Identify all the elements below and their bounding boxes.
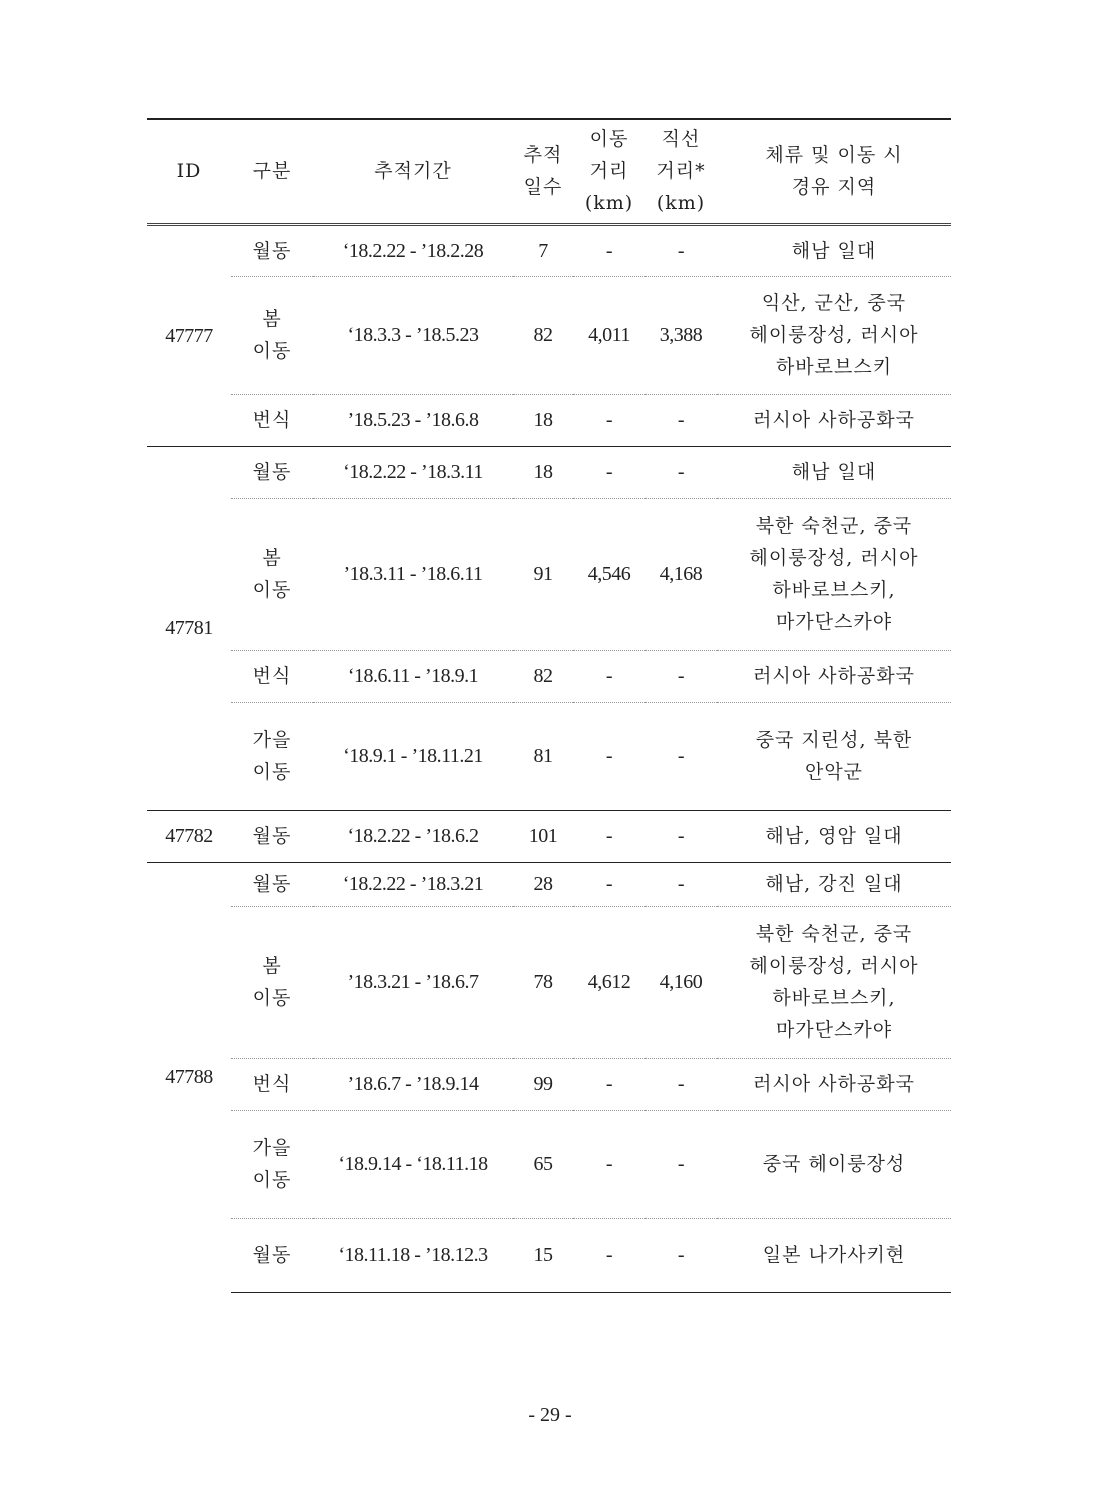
table-row <box>147 702 951 810</box>
straight-dist-cell: 3,388 <box>645 276 717 394</box>
table-row <box>147 862 951 906</box>
table-row <box>147 906 951 1058</box>
region-line: 안악군 <box>804 761 864 783</box>
region-cell <box>717 446 951 498</box>
move-dist-cell: - <box>573 1110 645 1218</box>
region-cell <box>717 702 951 810</box>
table-row <box>147 498 951 650</box>
table-row <box>147 276 951 394</box>
header-region-line: 경유 지역 <box>791 176 877 199</box>
header-straight-line: 직선 <box>661 128 701 151</box>
header-days <box>513 119 573 224</box>
type-cell <box>231 276 313 394</box>
header-region <box>717 119 951 224</box>
days-cell: 91 <box>513 498 573 650</box>
move-dist-cell: - <box>573 394 645 446</box>
days-cell: 101 <box>513 810 573 862</box>
period-cell: ‘18.11.18 - ’18.12.3 <box>313 1218 513 1292</box>
region-line: 하바로브스키, <box>772 987 896 1009</box>
straight-dist-cell: 4,160 <box>645 906 717 1058</box>
region-cell <box>717 224 951 276</box>
page-number: - 29 - <box>528 1404 572 1426</box>
type-line: 월동 <box>252 825 292 847</box>
header-straight-line: (km) <box>656 192 706 215</box>
type-line: 번식 <box>252 409 292 431</box>
straight-dist-cell: - <box>645 446 717 498</box>
region-cell <box>717 1058 951 1110</box>
region-line: 헤이룽장성, 러시아 <box>749 955 919 977</box>
move-dist-cell: - <box>573 1218 645 1292</box>
period-cell: ‘18.9.14 - ‘18.11.18 <box>313 1110 513 1218</box>
header-id: ID <box>147 119 231 224</box>
type-cell <box>231 1218 313 1292</box>
region-cell <box>717 862 951 906</box>
days-cell: 65 <box>513 1110 573 1218</box>
days-cell: 18 <box>513 394 573 446</box>
table-row <box>147 650 951 702</box>
type-line: 이동 <box>252 579 292 601</box>
type-line: 월동 <box>252 873 292 895</box>
type-line: 월동 <box>252 239 292 262</box>
table-body <box>147 224 951 1292</box>
days-cell: 7 <box>513 224 573 276</box>
days-cell: 99 <box>513 1058 573 1110</box>
type-line: 가을 <box>252 1137 292 1159</box>
type-line: 이동 <box>252 987 292 1009</box>
type-cell <box>231 446 313 498</box>
table-row <box>147 224 951 276</box>
period-cell: ‘18.9.1 - ’18.11.21 <box>313 702 513 810</box>
header-type: 구분 <box>231 119 313 224</box>
table-row <box>147 1218 951 1292</box>
region-cell <box>717 650 951 702</box>
move-dist-cell: - <box>573 1058 645 1110</box>
header-days-line: 추적 <box>523 144 563 167</box>
type-cell <box>231 702 313 810</box>
period-cell: ‘18.2.22 - ’18.2.28 <box>313 224 513 276</box>
type-line: 봄 <box>262 547 282 569</box>
region-line: 해남 일대 <box>791 239 877 262</box>
table-row <box>147 446 951 498</box>
region-line: 헤이룽장성, 러시아 <box>749 547 919 569</box>
type-line: 월동 <box>252 461 292 483</box>
type-line: 월동 <box>252 1244 292 1266</box>
straight-dist-cell: - <box>645 224 717 276</box>
region-line: 해남 일대 <box>791 461 877 483</box>
straight-dist-cell: - <box>645 702 717 810</box>
days-cell: 82 <box>513 650 573 702</box>
straight-dist-cell: - <box>645 1058 717 1110</box>
days-cell: 18 <box>513 446 573 498</box>
days-cell: 82 <box>513 276 573 394</box>
table-row <box>147 394 951 446</box>
move-dist-cell: - <box>573 862 645 906</box>
type-line: 번식 <box>252 1073 292 1095</box>
type-line: 이동 <box>252 340 292 362</box>
type-line: 가을 <box>252 729 292 751</box>
region-line: 북한 숙천군, 중국 <box>755 923 913 945</box>
move-dist-cell: - <box>573 446 645 498</box>
type-line: 번식 <box>252 665 292 687</box>
straight-dist-cell: - <box>645 810 717 862</box>
straight-dist-cell: - <box>645 1218 717 1292</box>
table-row <box>147 1110 951 1218</box>
region-cell <box>717 276 951 394</box>
region-cell <box>717 394 951 446</box>
move-dist-cell: - <box>573 810 645 862</box>
type-cell <box>231 906 313 1058</box>
type-line: 이동 <box>252 761 292 783</box>
type-cell <box>231 498 313 650</box>
days-cell: 15 <box>513 1218 573 1292</box>
region-line: 일본 나가사키현 <box>762 1244 906 1266</box>
move-dist-cell: - <box>573 224 645 276</box>
move-dist-cell: - <box>573 702 645 810</box>
region-cell <box>717 906 951 1058</box>
straight-dist-cell: 4,168 <box>645 498 717 650</box>
straight-dist-cell: - <box>645 394 717 446</box>
header-move-line: 이동 <box>589 128 629 151</box>
region-line: 북한 숙천군, 중국 <box>755 515 913 537</box>
move-dist-cell: 4,546 <box>573 498 645 650</box>
table-row <box>147 1058 951 1110</box>
region-cell <box>717 498 951 650</box>
type-cell <box>231 394 313 446</box>
region-cell <box>717 1218 951 1292</box>
region-cell <box>717 1110 951 1218</box>
header-move-line: (km) <box>584 192 634 215</box>
type-cell <box>231 862 313 906</box>
days-cell: 81 <box>513 702 573 810</box>
table-row <box>147 810 951 862</box>
id-cell: 47781 <box>147 446 231 810</box>
region-line: 마가단스카야 <box>775 611 893 633</box>
period-cell: ‘18.2.22 - ’18.6.2 <box>313 810 513 862</box>
type-cell <box>231 1058 313 1110</box>
id-cell: 47788 <box>147 862 231 1292</box>
header-move-line: 거리 <box>589 160 629 183</box>
header-row <box>147 119 951 224</box>
region-line: 중국 지린성, 북한 <box>755 729 913 751</box>
region-line: 러시아 사하공화국 <box>753 1073 915 1095</box>
region-line: 러시아 사하공화국 <box>753 665 915 687</box>
region-line: 해남, 영암 일대 <box>765 825 903 847</box>
move-dist-cell: 4,612 <box>573 906 645 1058</box>
type-cell <box>231 1110 313 1218</box>
id-cell: 47777 <box>147 224 231 446</box>
header-straight-line: 거리* <box>656 160 706 183</box>
period-cell: ‘18.2.22 - ’18.3.21 <box>313 862 513 906</box>
days-cell: 78 <box>513 906 573 1058</box>
period-cell: ’18.5.23 - ’18.6.8 <box>313 394 513 446</box>
region-line: 하바로브스키, <box>772 579 896 601</box>
type-cell <box>231 224 313 276</box>
id-cell: 47782 <box>147 810 231 862</box>
straight-dist-cell: - <box>645 1110 717 1218</box>
region-cell <box>717 810 951 862</box>
type-cell <box>231 650 313 702</box>
period-cell: ’18.3.21 - ’18.6.7 <box>313 906 513 1058</box>
type-line: 봄 <box>262 955 282 977</box>
region-line: 러시아 사하공화국 <box>753 409 915 431</box>
region-line: 해남, 강진 일대 <box>765 873 903 895</box>
header-days-line: 일수 <box>523 176 563 199</box>
type-line: 이동 <box>252 1169 292 1191</box>
straight-dist-cell: - <box>645 650 717 702</box>
period-cell: ’18.3.11 - ’18.6.11 <box>313 498 513 650</box>
region-line: 익산, 군산, 중국 <box>761 292 907 314</box>
move-dist-cell: - <box>573 650 645 702</box>
header-move-dist <box>573 119 645 224</box>
region-line: 마가단스카야 <box>775 1019 893 1041</box>
type-line: 봄 <box>262 308 282 330</box>
period-cell: ‘18.3.3 - ’18.5.23 <box>313 276 513 394</box>
days-cell: 28 <box>513 862 573 906</box>
region-line: 중국 헤이룽장성 <box>762 1153 906 1175</box>
tracking-table <box>147 118 951 1293</box>
straight-dist-cell: - <box>645 862 717 906</box>
type-cell <box>231 810 313 862</box>
header-region-line: 체류 및 이동 시 <box>765 144 903 167</box>
move-dist-cell: 4,011 <box>573 276 645 394</box>
period-cell: ’18.6.7 - ’18.9.14 <box>313 1058 513 1110</box>
period-cell: ‘18.2.22 - ’18.3.11 <box>313 446 513 498</box>
header-period: 추적기간 <box>313 119 513 224</box>
period-cell: ‘18.6.11 - ’18.9.1 <box>313 650 513 702</box>
region-line: 하바로브스키 <box>775 356 893 378</box>
header-straight-dist <box>645 119 717 224</box>
region-line: 헤이룽장성, 러시아 <box>749 324 919 346</box>
